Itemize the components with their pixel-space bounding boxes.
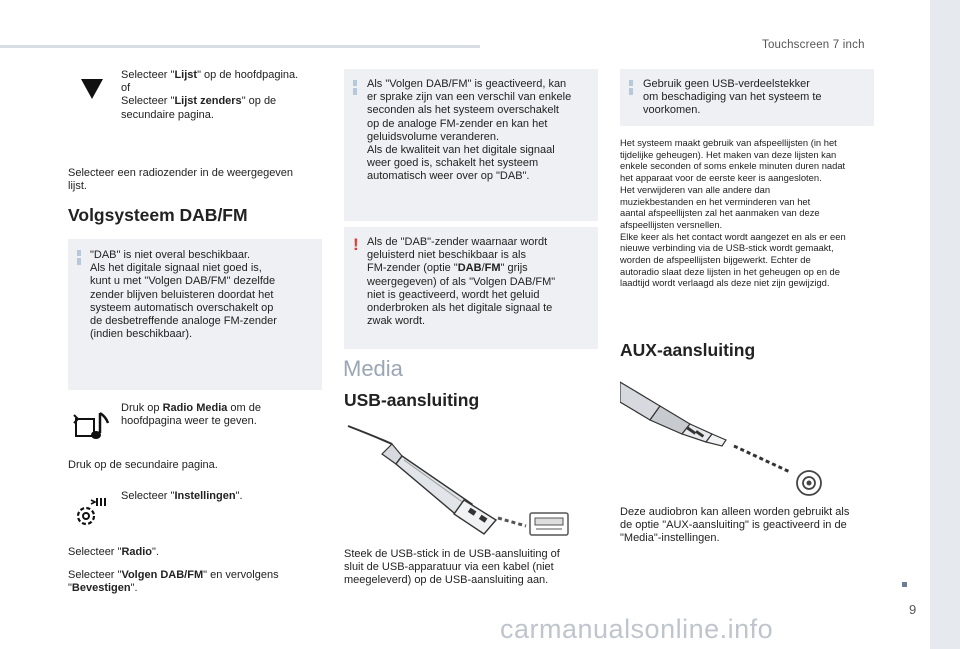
para-usb-insert: Steek de USB-stick in de USB-aansluiting of sluit de USB-apparatuur via een kabel (niet meegeleverd) op de USB-aansluiting aan. (344, 548, 560, 587)
heading-volgsysteem: Volgsysteem DAB/FM (68, 205, 248, 225)
step-select-list: Selecteer "Lijst" op de hoofdpagina. of Selecteer "Lijst zenders" op de secundaire pagina. (121, 69, 299, 121)
para-select-radio: Selecteer "Radio". (68, 546, 159, 558)
para-aux-info: Deze audiobron kan alleen worden gebruikt als de optie "AUX-aansluiting" is geactiveerd in de "Media"-instellingen. (620, 506, 850, 545)
page-side-band (930, 0, 960, 649)
page-number: 9 (909, 602, 917, 617)
section-title-media: Media (343, 356, 403, 381)
info-icon (77, 250, 81, 265)
page-marker (902, 582, 907, 587)
settings-gear-icon (72, 494, 108, 530)
header-title: Touchscreen 7 inch (762, 39, 865, 51)
aux-jack-illustration (620, 376, 830, 498)
info-note-follow: Als "Volgen DAB/FM" is geactiveerd, kan er sprake zijn van een verschil van enkele seconden als het systeem overschakelt op de analoge FM-zender en kan het geluidsvolume veranderen. Als de kwaliteit van het digitale signaal weer goed is, schakelt het systeem automatisch weer over op "DAB". (344, 69, 598, 221)
radio-media-icon (72, 409, 112, 443)
usb-plug-illustration (344, 420, 574, 540)
warning-note-dab: ! Als de "DAB"-zender waarnaar wordt geluisterd niet beschikbaar is als FM-zender (optie "DAB/FM" grijs weergegeven) of als "Volgen DAB/FM" niet is geactiveerd, wordt het geluid onderbroken als het digitale signaal te zwak wordt. (344, 227, 598, 349)
warning-icon: ! (353, 235, 359, 254)
step-radio-media: Druk op Radio Media om de hoofdpagina weer te geven. (121, 402, 262, 428)
para-select-follow: Selecteer "Volgen DAB/FM" en vervolgens "Bevestigen". (68, 569, 279, 595)
watermark: carmanualsonline.info (500, 614, 774, 644)
para-select-station: Selecteer een radiozender in de weergegeven lijst. (68, 167, 294, 193)
info-icon (629, 80, 633, 95)
para-playlists: Het systeem maakt gebruik van afspeellijsten (in het tijdelijke geheugen). Het maken van deze lijsten kan enkele seconden of soms enkele minuten duren nadat het apparaat voor de eerste keer is aangesloten. Het verwijderen van alle andere dan muziekbestanden en het verminderen van het aantal afspeellijsten zal het aanmaken van deze afspeellijsten versnellen. Elke keer als het contact wordt aangezet en als er een nieuwe verbinding via de USB-stick wordt gemaakt, worden de afspeellijsten bijgewerkt. Echter de autoradio slaat deze lijsten in het geheugen op en de laadtijd wordt verlaagd als deze niet zijn gewijzigd. (620, 137, 846, 289)
heading-usb: USB-aansluiting (344, 390, 480, 410)
info-note-usb-hub: Gebruik geen USB-verdeelstekker om beschadiging van het systeem te voorkomen. (620, 69, 874, 126)
heading-aux: AUX-aansluiting (620, 340, 756, 360)
para-secondary-page: Druk op de secundaire pagina. (68, 459, 218, 471)
step-settings: Selecteer "Instellingen". (121, 490, 243, 502)
down-triangle-icon (80, 78, 104, 100)
info-note-dab: "DAB" is niet overal beschikbaar. Als het digitale signaal niet goed is, kunt u met "Volgen DAB/FM" dezelfde zender blijven beluisteren doordat het systeem automatisch overschakelt op de desbetreffende analoge FM-zender (indien beschikbaar). (68, 239, 322, 390)
info-icon (353, 80, 357, 95)
header-rule (0, 45, 480, 48)
